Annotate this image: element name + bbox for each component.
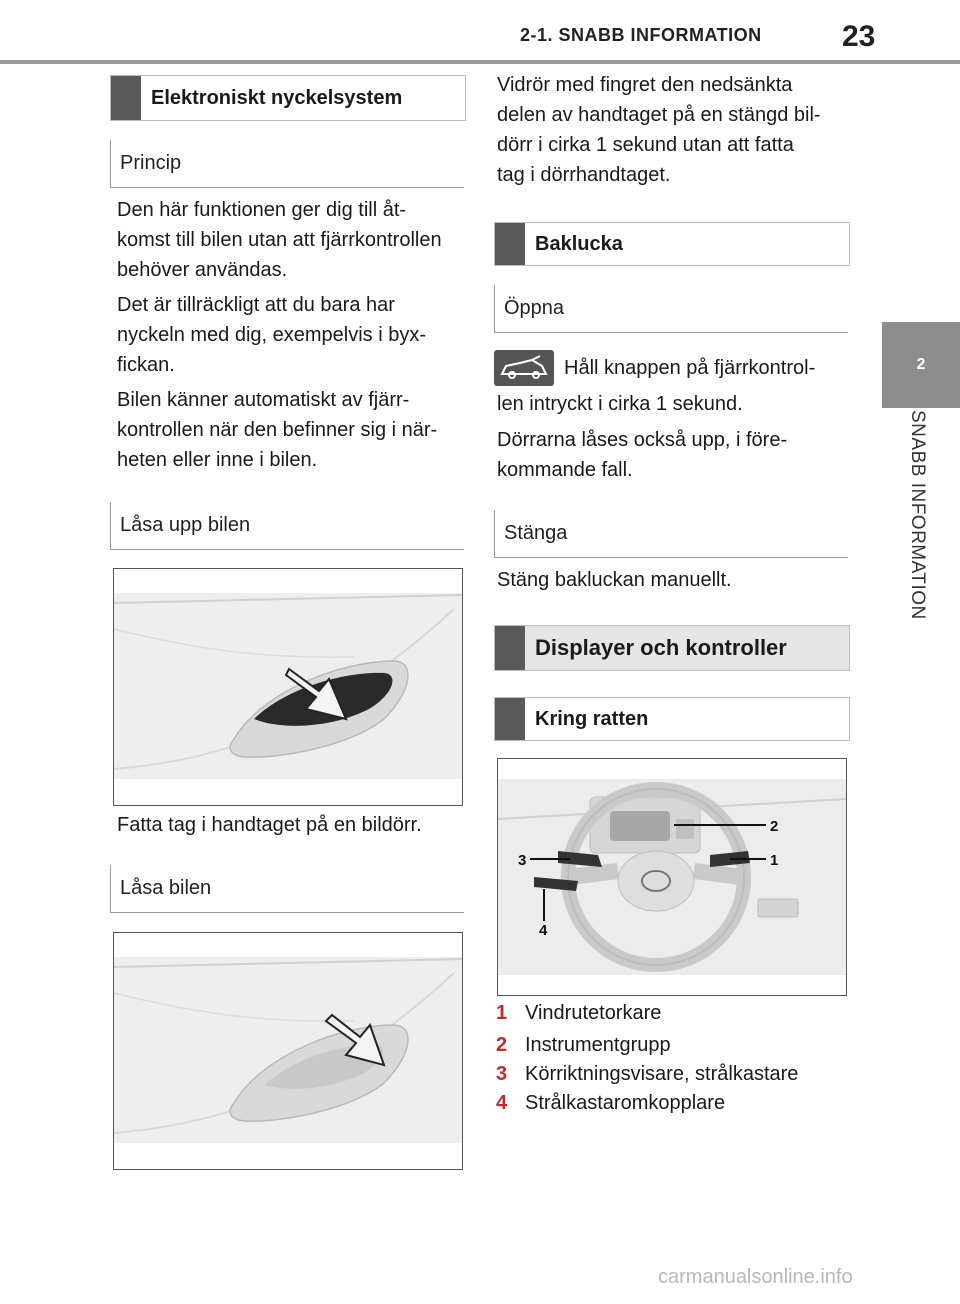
subheading-lock <box>110 865 464 913</box>
heading-text: Kring ratten <box>535 707 649 730</box>
door-handle-grip-illustration <box>114 569 462 805</box>
heading-bar <box>111 76 141 120</box>
paragraph-principle-3 <box>117 385 437 475</box>
list-item-number: 4 <box>496 1092 508 1114</box>
text-open-line2: len intryckt i cirka 1 sekund. <box>497 393 743 415</box>
section-title: 2-1. SNABB INFORMATION <box>520 25 762 45</box>
paragraph-principle-1 <box>117 195 442 285</box>
callout-label: 2 <box>770 818 779 835</box>
text-line: komst till bilen utan att fjärrkontrollen <box>117 229 442 251</box>
list-item-label: Körriktningsvisare, strålkastare <box>525 1063 799 1085</box>
text-line: delen av handtaget på en stängd bil- <box>497 104 821 126</box>
chapter-side-label-text: SNABB INFORMATION <box>907 410 928 620</box>
page-number: 23 <box>842 20 876 53</box>
subheading-open <box>494 285 848 333</box>
text-open-line1: Håll knappen på fjärrkontrol- <box>564 357 816 379</box>
subheading-text: Stänga <box>504 522 568 544</box>
list-item-number: 1 <box>496 1002 508 1024</box>
steering-wheel-cockpit-illustration <box>498 759 846 995</box>
watermark-footer: carmanualsonline.info <box>658 1266 853 1288</box>
heading-around-steering-wheel <box>494 697 850 741</box>
heading-displays-controls <box>494 625 850 671</box>
text-line: nyckeln med dig, exempelvis i byx- <box>117 324 427 346</box>
illustration-unlock-door-handle <box>113 568 463 806</box>
subheading-text: Låsa upp bilen <box>120 514 251 536</box>
heading-text: Displayer och kontroller <box>535 635 787 660</box>
list-item <box>496 1092 725 1115</box>
heading-text: Baklucka <box>535 232 623 255</box>
illustration-lock-door-handle <box>113 932 463 1170</box>
header-divider <box>0 60 960 64</box>
caption-unlock: Fatta tag i handtaget på en bildörr. <box>117 814 422 836</box>
text-close-trunk: Stäng bakluckan manuellt. <box>497 569 732 591</box>
heading-text: Elektroniskt nyckelsystem <box>151 86 403 109</box>
text-line: kommande fall. <box>497 459 633 481</box>
list-item-number: 3 <box>496 1063 508 1085</box>
illustration-steering-wheel <box>497 758 847 996</box>
chapter-tab[interactable] <box>882 322 960 408</box>
trunk-button-icon <box>494 350 554 386</box>
list-item-label: Instrumentgrupp <box>525 1034 671 1056</box>
heading-trunk <box>494 222 850 266</box>
text-line: Vidrör med fingret den nedsänkta <box>497 74 793 96</box>
door-handle-touch-illustration <box>114 933 462 1169</box>
list-item-label: Strålkastaromkopplare <box>525 1092 726 1114</box>
text-line: heten eller inne i bilen. <box>117 449 318 471</box>
text-line: Bilen känner automatiskt av fjärr- <box>117 389 410 411</box>
heading-bar <box>495 698 525 740</box>
subheading-text: Princip <box>120 152 182 174</box>
chapter-side-label <box>880 410 940 650</box>
heading-electronic-key <box>110 75 466 121</box>
chapter-tab-number: 2 <box>916 356 926 373</box>
text-line: Dörrarna låses också upp, i före- <box>497 429 788 451</box>
list-item <box>496 1034 671 1057</box>
car-trunk-icon <box>498 354 550 382</box>
callout-label: 4 <box>539 922 548 939</box>
callout-label: 3 <box>518 852 527 869</box>
list-item-label: Vindrutetorkare <box>525 1002 662 1024</box>
heading-bar <box>495 626 525 670</box>
text-line: Den här funktionen ger dig till åt- <box>117 199 407 221</box>
text-line: behöver användas. <box>117 259 288 281</box>
subheading-unlock <box>110 502 464 550</box>
paragraph-principle-2 <box>117 290 426 380</box>
subheading-principle <box>110 140 464 188</box>
text-line: dörr i cirka 1 sekund utan att fatta <box>497 134 794 156</box>
callout-label: 1 <box>770 852 779 869</box>
list-item-number: 2 <box>496 1034 508 1056</box>
text-line: kontrollen när den befinner sig i när- <box>117 419 438 441</box>
text-line: fickan. <box>117 354 175 376</box>
paragraph-doors-unlock <box>497 425 787 485</box>
list-item <box>496 1063 798 1086</box>
subheading-close <box>494 510 848 558</box>
list-item <box>496 1002 661 1025</box>
subheading-text: Låsa bilen <box>120 877 212 899</box>
paragraph-lock-instructions <box>497 70 821 190</box>
heading-bar <box>495 223 525 265</box>
subheading-text: Öppna <box>504 297 565 319</box>
text-line: tag i dörrhandtaget. <box>497 164 671 186</box>
text-line: Det är tillräckligt att du bara har <box>117 294 395 316</box>
